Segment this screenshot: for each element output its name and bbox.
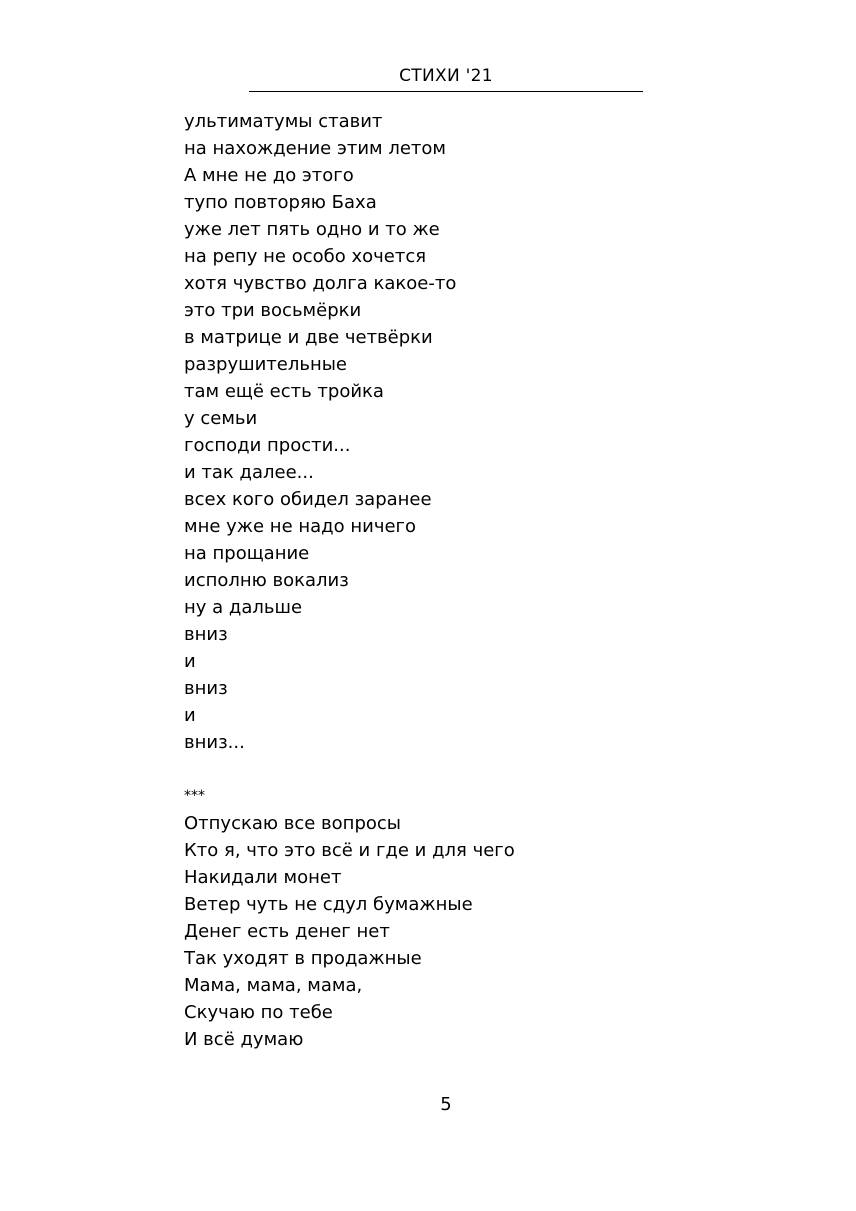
poem-line: ну а дальше: [184, 597, 303, 618]
poem-line: Отпускаю все вопросы: [184, 813, 401, 834]
poem-line: всех кого обидел заранее: [184, 489, 432, 510]
poem-line: Мама, мама, мама,: [184, 975, 363, 996]
poem-line: Кто я, что это всё и где и для чего: [184, 840, 515, 861]
poem-line: господи прости...: [184, 435, 351, 456]
poem-line: уже лет пять одно и то же: [184, 219, 440, 240]
poem-line: хотя чувство долга какое-то: [184, 273, 457, 294]
poem-line: вниз: [184, 624, 228, 645]
poem-line: А мне не до этого: [184, 165, 354, 186]
poem-line: Скучаю по тебе: [184, 1002, 333, 1023]
poem-line: И всё думаю: [184, 1029, 304, 1050]
stanza-separator: ***: [184, 788, 205, 804]
poem-line: у семьи: [184, 408, 258, 429]
poem-line: на репу не особо хочется: [184, 246, 427, 267]
poem-line: в матрице и две четвёрки: [184, 327, 433, 348]
poem-line: Так уходят в продажные: [184, 948, 422, 969]
running-header: [249, 62, 643, 92]
poem-line: это три восьмёрки: [184, 300, 362, 321]
poem-line: тупо повторяю Баха: [184, 192, 377, 213]
page-number: 5: [440, 1094, 452, 1115]
poem-line: вниз: [184, 678, 228, 699]
poem-line: и: [184, 705, 196, 726]
poem-line: и: [184, 651, 196, 672]
poem-line: разрушительные: [184, 354, 348, 375]
poem-line: и так далее...: [184, 462, 314, 483]
poem-line: Денег есть денег нет: [184, 921, 390, 942]
poem-line: ультиматумы ставит: [184, 111, 383, 132]
poem-line: Ветер чуть не сдул бумажные: [184, 894, 473, 915]
poem-line: мне уже не надо ничего: [184, 516, 416, 537]
poem-line: на нахождение этим летом: [184, 138, 447, 159]
poem-line: исполню вокализ: [184, 570, 349, 591]
poem-line: Накидали монет: [184, 867, 342, 888]
poem-line: там ещё есть тройка: [184, 381, 384, 402]
poem-line: на прощание: [184, 543, 310, 564]
poem-line: вниз...: [184, 732, 245, 753]
header-title: СТИХИ '21: [399, 66, 493, 86]
poem-body: [184, 108, 684, 1053]
